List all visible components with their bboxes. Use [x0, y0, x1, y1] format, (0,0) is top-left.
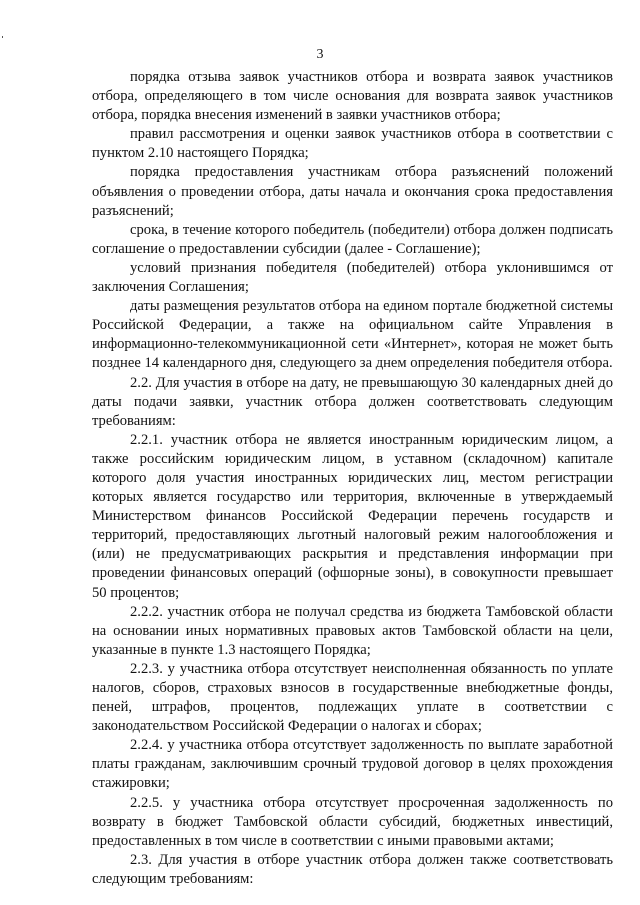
paragraph-clarifications-procedure: порядка предоставления участникам отбора разъяснений положений объявления о проведении отбора, даты начала и окончания срока предоставления разъяснений; — [92, 164, 613, 219]
paragraph-review-rules: правил рассмотрения и оценки заявок участников отбора в соответствии с пунктом 2.10 настоящего Порядка; — [92, 126, 613, 162]
page-number: 3 — [316, 47, 324, 62]
paragraph-agreement-deadline: срока, в течение которого победитель (победители) отбора должен подписать соглашение о предоставлении субсидии (далее - Соглашение); — [92, 221, 613, 257]
paragraph-2-2-4: 2.2.4. у участника отбора отсутствует задолженность по выплате заработной платы гражданам, заключившим срочный трудовой договор в целях прохождения стажировки; — [92, 737, 613, 792]
paragraph-2-2-requirements: 2.2. Для участия в отборе на дату, не превышающую 30 календарных дней до даты подачи заявки, участник отбора должен соответствовать следующим требованиям: — [92, 374, 613, 429]
scan-edge-mark — [2, 36, 3, 38]
document-body — [92, 68, 613, 889]
paragraph-2-2-3: 2.2.3. у участника отбора отсутствует неисполненная обязанность по уплате налогов, сборов, страховых взносов в государственные внебюджетные фонды, пеней, штрафов, процентов, подлежащих уплате в соответствии с законодательством Российской Федерации о налогах и сборах; — [92, 660, 613, 735]
paragraph-results-publication: даты размещения результатов отбора на едином портале бюджетной системы Российской Федерации, а также на официальном сайте Управления в информационно-телекоммуникационной сети «Интернет», которая не может быть позднее 14 календарного дня, следующего за днем определения победителя отбора. — [92, 298, 613, 372]
paragraph-2-3: 2.3. Для участия в отборе участник отбора должен также соответствовать следующим требованиям: — [92, 851, 613, 887]
paragraph-2-2-2: 2.2.2. участник отбора не получал средства из бюджета Тамбовской области на основании иных нормативных правовых актов Тамбовской области на цели, указанные в пункте 1.3 настоящего Порядка; — [92, 603, 613, 658]
paragraph-2-2-1: 2.2.1. участник отбора не является иностранным юридическим лицом, а также российским юридическим лицом, в уставном (складочном) капитале которого доля участия иностранных юридических лиц, местом регистрации которых является государство или территория, включенные в утверждаемый Министерством финансов Российской Федерации перечень государств и территорий, предоставляющих льготный налоговый режим налогообложения и (или) не предусматривающих раскрытия и представления информации при проведении финансовых операций (офшорные зоны), в совокупности превышает 50 процентов; — [92, 431, 613, 601]
paragraph-withdrawal-procedure: порядка отзыва заявок участников отбора и возврата заявок участников отбора, определяющего в том числе основания для возврата заявок участников отбора, порядка внесения изменений в заявки участников отбора; — [92, 69, 613, 124]
paragraph-evasion-conditions: условий признания победителя (победителей) отбора уклонившимся от заключения Соглашения; — [92, 259, 613, 296]
paragraph-2-2-5: 2.2.5. у участника отбора отсутствует просроченная задолженность по возврату в бюджет Тамбовской области субсидий, бюджетных инвестиций, предоставленных в том числе в соответствии с иными правовыми актами; — [92, 794, 613, 849]
